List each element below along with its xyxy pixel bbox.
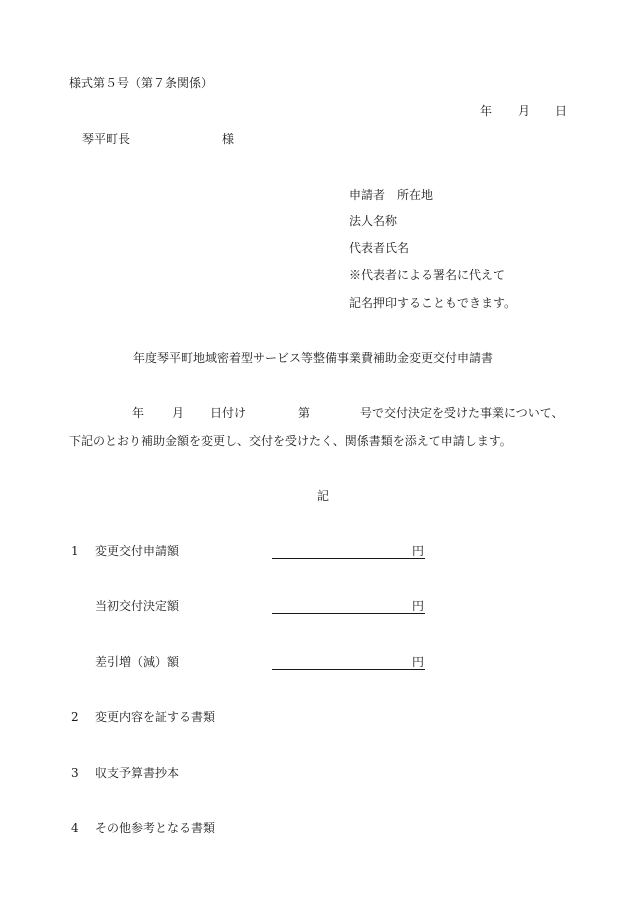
item1c-amount-underline (272, 669, 425, 670)
body-dated: 日付け (210, 406, 247, 420)
applicant-note-line1: ※代表者による署名に代えて (349, 268, 506, 282)
item4-number: 4 (71, 821, 79, 835)
item1-number: 1 (71, 544, 79, 558)
item2-number: 2 (71, 710, 79, 724)
item2-label: 変更内容を証する書類 (95, 710, 216, 724)
document-title: 年度琴平町地域密着型サービス等整備事業費補助金変更交付申請書 (133, 351, 494, 365)
body-rest: 号で交付決定を受けた事業について、 (360, 406, 564, 420)
item1b-amount-underline (272, 613, 425, 614)
item1-unit: 円 (412, 544, 425, 558)
addressee-honorific: 様 (222, 132, 235, 146)
item1c-unit: 円 (412, 655, 425, 669)
applicant-corp-name-label: 法人名称 (349, 214, 398, 228)
date-year: 年 (480, 104, 493, 118)
item1-label: 変更交付申請額 (95, 544, 180, 558)
date-month: 月 (518, 104, 531, 118)
item3-number: 3 (71, 766, 79, 780)
ki-heading: 記 (317, 489, 330, 503)
addressee-name: 琴平町長 (82, 132, 131, 146)
form-number: 様式第５号（第７条関係） (69, 76, 214, 90)
applicant-rep-label: 代表者氏名 (349, 241, 410, 255)
item1c-label: 差引増（減）額 (95, 655, 180, 669)
applicant-note-line2: 記名押印することもできます。 (349, 296, 517, 310)
date-day: 日 (555, 104, 568, 118)
body-dai: 第 (298, 406, 311, 420)
body-line2: 下記のとおり補助金額を変更し、交付を受けたく、関係書類を添えて申請します。 (69, 434, 512, 448)
item1b-label: 当初交付決定額 (95, 599, 180, 613)
item1-amount-underline (272, 558, 425, 559)
body-year: 年 (132, 406, 145, 420)
item1b-unit: 円 (412, 599, 425, 613)
body-month: 月 (172, 406, 185, 420)
item3-label: 収支予算書抄本 (95, 766, 180, 780)
applicant-address-label: 申請者 所在地 (349, 188, 434, 202)
item4-label: その他参考となる書類 (95, 821, 216, 835)
